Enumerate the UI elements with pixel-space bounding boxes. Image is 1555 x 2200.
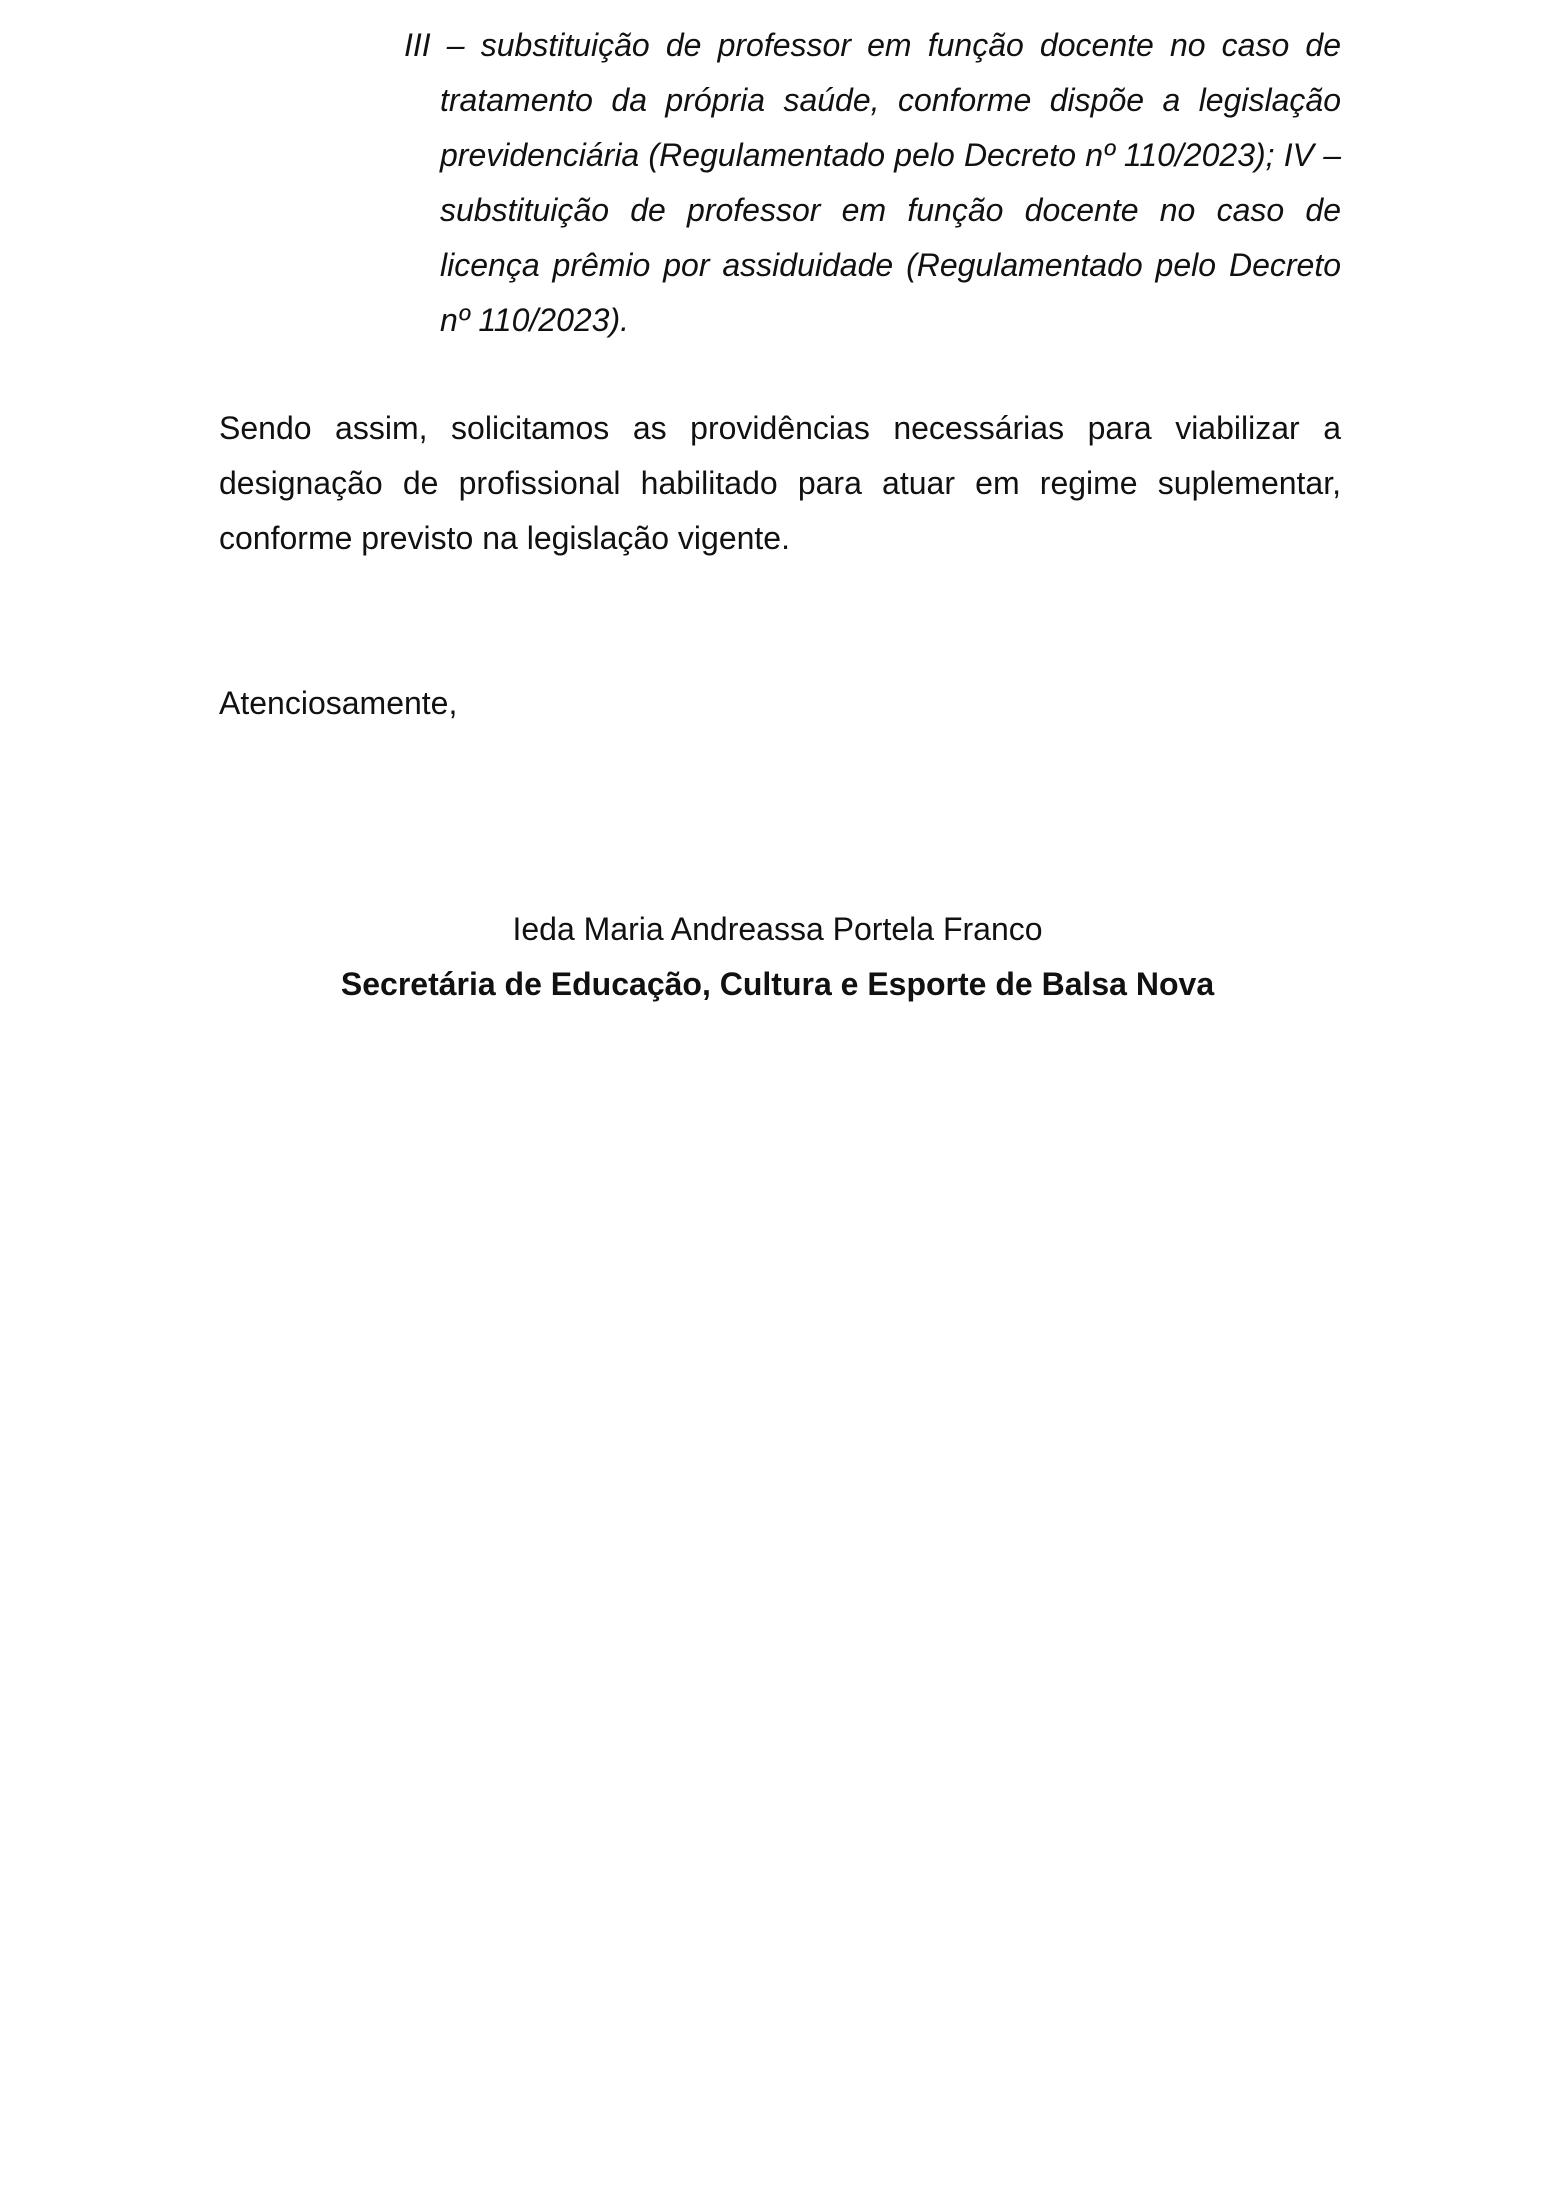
request-paragraph: Sendo assim, solicitamos as providências necessárias para viabilizar a designação de profissional habilitado para atuar em regime suplementar, conforme previsto na legislação vigente. (219, 410, 1341, 556)
legal-list-item: III – substituição de professor em função docente no caso de tratamento da própria saúde, conforme dispõe a legislação previdenciária (Regulamentado pelo Decreto nº 110/2023); IV – substituição de professor em função docente no caso de licença prêmio por assiduidade (Regulamentado pelo Decreto nº 110/2023). (404, 27, 1341, 338)
closing-salutation: Atenciosamente, (219, 685, 458, 721)
signatory-title: Secretária de Educação, Cultura e Esporte de Balsa Nova (340, 966, 1215, 1002)
signatory-name: Ieda Maria Andreassa Portela Franco (512, 911, 1043, 947)
